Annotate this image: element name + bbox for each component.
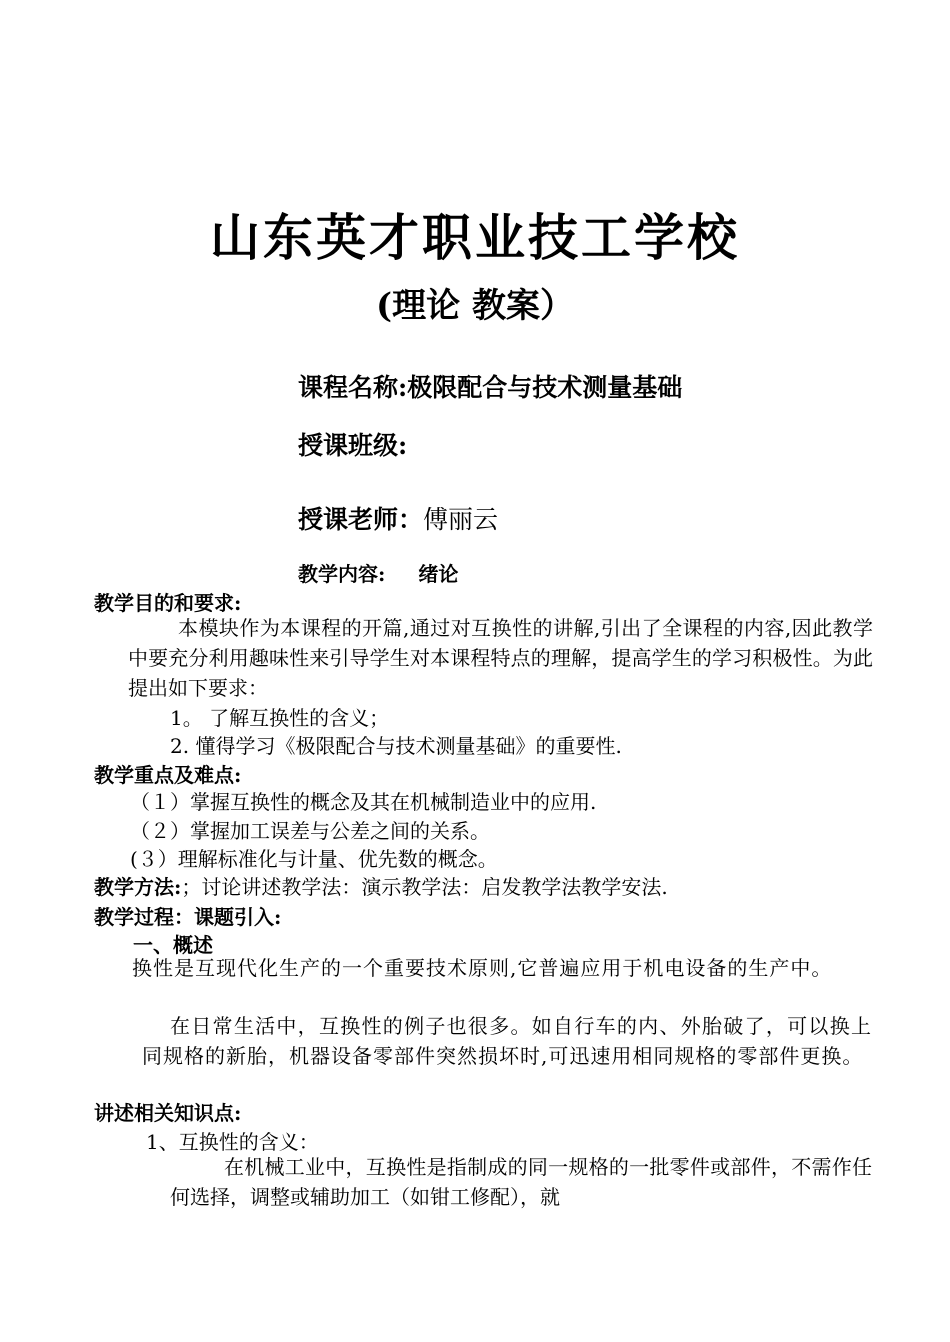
key-point-item-2: （２）掌握加工误差与公差之间的关系。	[130, 819, 490, 843]
course-name-value: 极限配合与技术测量基础	[407, 373, 683, 402]
class-row	[298, 426, 407, 462]
course-name-row	[298, 368, 682, 404]
key-points-heading: 教学重点及难点:	[94, 763, 242, 787]
knowledge-heading: 讲述相关知识点:	[94, 1101, 242, 1125]
methods-heading: 教学方法:	[94, 875, 182, 899]
teacher-label: 授课老师：	[298, 505, 424, 534]
objective-item-2: 2. 懂得学习《极限配合与技术测量基础》的重要性.	[170, 734, 622, 758]
document-subtitle: (理论 教案）	[376, 286, 574, 326]
content-label: 教学内容:	[298, 562, 386, 586]
methods-row	[94, 871, 668, 900]
knowledge-item-1-title: 1、互换性的含义：	[146, 1130, 319, 1154]
content-value: 绪论	[418, 562, 459, 586]
methods-text: ；讨论讲述教学法：演示教学法：启发教学法教学安法.	[181, 875, 668, 899]
objective-item-1: 1。 了解互换性的含义；	[170, 706, 390, 730]
key-point-item-1: （１）掌握互换性的概念及其在机械制造业中的应用.	[130, 790, 597, 814]
process-heading: 教学过程：课题引入:	[94, 905, 282, 929]
course-name-label: 课程名称:	[298, 373, 408, 402]
teacher-value: 傅丽云	[423, 505, 499, 534]
objectives-heading: 教学目的和要求:	[94, 591, 242, 615]
class-label: 授课班级:	[298, 431, 408, 460]
key-point-item-3: (３）理解标准化与计量、优先数的概念。	[130, 847, 498, 871]
overview-paragraph-2: 在日常生活中，互换性的例子也很多。如自行车的内、外胎破了，可以换上同规格的新胎，机器设备零部件突然损坏时,可迅速用相同规格的零部件更换。	[142, 1014, 872, 1068]
teaching-content-row	[298, 558, 458, 587]
overview-paragraph-1: 换性是互现代化生产的一个重要技术原则,它普遍应用于机电设备的生产中。	[132, 956, 833, 980]
overview-title: 一、概述	[133, 933, 213, 957]
teacher-row	[298, 500, 498, 536]
knowledge-item-1-text: 在机械工业中，互换性是指制成的同一规格的一批零件或部件，不需作任何选择，调整或辅助加工（如钳工修配），就	[170, 1155, 872, 1209]
objectives-intro: 本模块作为本课程的开篇,通过对互换性的讲解,引出了全课程的内容,因此教学中要充分利用趣味性来引导学生对本课程特点的理解，提高学生的学习积极性。为此提出如下要求：	[128, 616, 873, 700]
school-name: 山东英才职业技工学校	[210, 209, 740, 267]
